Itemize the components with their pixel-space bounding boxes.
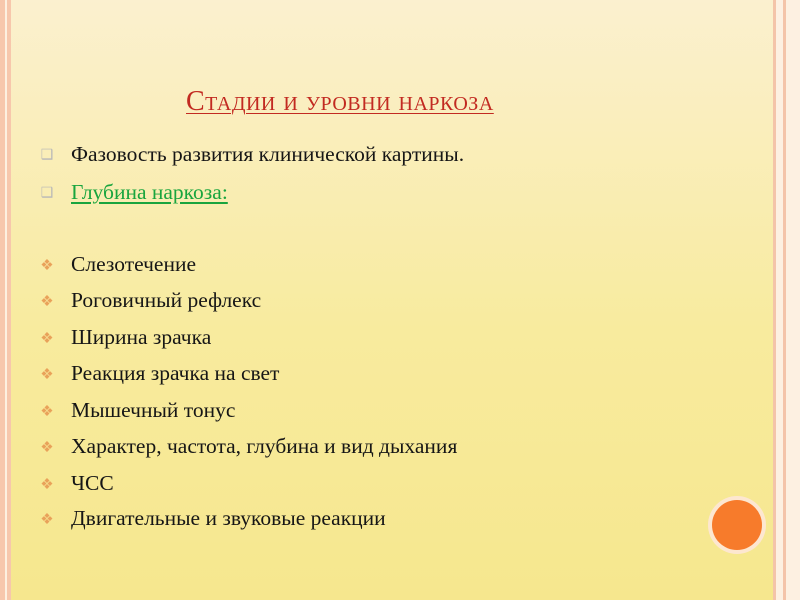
hollow-square-bullet-icon: ❑: [40, 148, 54, 163]
list-item-text: Слезотечение: [71, 252, 197, 276]
right-border-line-2: [783, 0, 786, 600]
diamond-bullet-icon: ❖: [40, 512, 54, 528]
list-item-text: Мышечный тонус: [71, 398, 236, 422]
list-item-text: Двигательные и звуковые реакции: [71, 506, 386, 530]
diamond-bullet-icon: ❖: [40, 440, 54, 456]
diamond-bullet-icon: ❖: [40, 258, 54, 274]
diamond-bullet-icon: ❖: [40, 404, 54, 420]
list-item-text: Роговичный рефлекс: [71, 288, 262, 312]
right-border-line-1: [773, 0, 776, 600]
right-border: [773, 0, 800, 600]
list-item-text: Ширина зрачка: [71, 325, 212, 349]
left-border-strip-outer: [0, 0, 5, 600]
diamond-bullet-icon: ❖: [40, 331, 54, 347]
list-item-text: Характер, частота, глубина и вид дыхания: [71, 434, 458, 458]
orange-circle-decoration: [712, 500, 762, 550]
slide-title: Стадии и уровни наркоза: [186, 86, 494, 117]
hollow-square-bullet-icon: ❑: [40, 186, 54, 201]
list-item-text-highlight: Глубина наркоза:: [71, 180, 228, 204]
diamond-bullet-icon: ❖: [40, 367, 54, 383]
list-item-text: ЧСС: [71, 471, 114, 495]
list-item-text: Реакция зрачка на свет: [71, 361, 280, 385]
diamond-bullet-icon: ❖: [40, 477, 54, 493]
list-item-text: Фазовость развития клинической картины.: [71, 142, 465, 166]
diamond-bullet-icon: ❖: [40, 294, 54, 310]
